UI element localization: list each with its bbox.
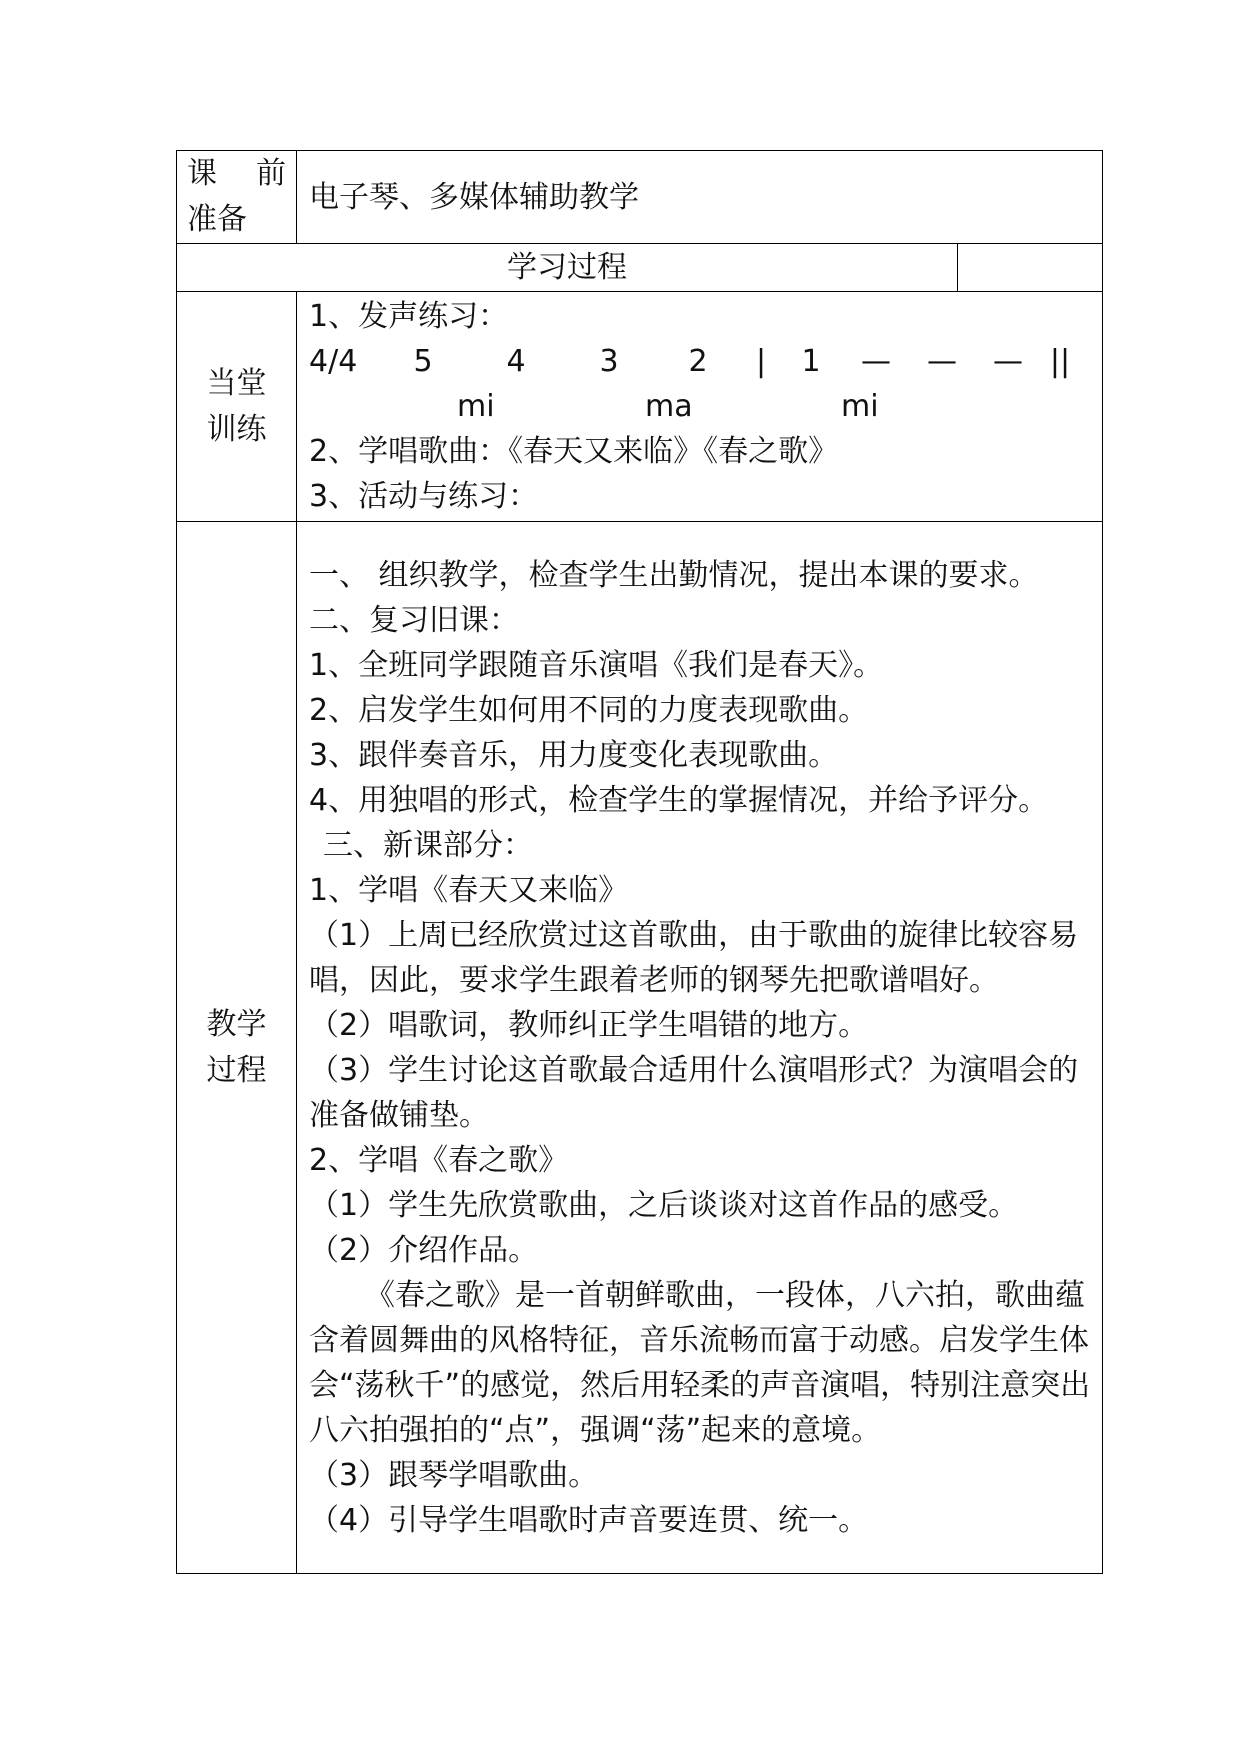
- prep-label-line2: 准备: [187, 202, 247, 237]
- teaching-line: （2）唱歌词，教师纠正学生唱错的地方。: [309, 1007, 869, 1043]
- teaching-content-cell: [297, 522, 1103, 1574]
- prep-content: 电子琴、多媒体辅助教学: [309, 179, 639, 215]
- teaching-line: （2）介绍作品。: [309, 1232, 539, 1268]
- teaching-label-line1: 教学: [206, 1006, 267, 1042]
- teaching-line: 一、 组织教学，检查学生出勤情况，提出本课的要求。: [309, 557, 1039, 593]
- prep-label-cell: [177, 151, 297, 244]
- process-header-cell: [177, 244, 958, 292]
- syllable: mi: [457, 389, 495, 424]
- syllable: mi: [841, 389, 879, 424]
- training-item-1: 1、发声练习：: [309, 299, 509, 334]
- training-label-line1: 当堂: [206, 365, 267, 401]
- teaching-line: 1、全班同学跟随音乐演唱《我们是春天》。: [309, 647, 884, 683]
- prep-content-cell: [297, 151, 1103, 244]
- note: 3: [599, 344, 619, 379]
- training-row: [177, 292, 1103, 522]
- teaching-line: （1）上周已经欣赏过这首歌曲，由于歌曲的旋律比较容易唱，因此，要求学生跟着老师的钢琴先把歌谱唱好。: [309, 917, 1079, 998]
- training-item-3: 3、活动与练习：: [309, 479, 539, 514]
- dash: —: [861, 344, 891, 379]
- process-header-empty-cell: [958, 244, 1103, 292]
- dash: —: [927, 344, 957, 379]
- dash: —: [993, 344, 1023, 379]
- teaching-paragraph: 《春之歌》是一首朝鲜歌曲，一段体，八六拍，歌曲蕴含着圆舞曲的风格特征，音乐流畅而富于动感。启发学生体会“荡秋千”的感觉，然后用轻柔的声音演唱，特别注意突出八六拍强拍的“点”，强调“荡”起来的意境。: [309, 1277, 1091, 1448]
- note: 1: [801, 344, 821, 379]
- prep-label-char2: 前: [256, 156, 286, 191]
- training-content-cell: [297, 292, 1103, 522]
- prep-row: [177, 151, 1103, 244]
- teaching-line: 2、学唱《春之歌》: [309, 1142, 569, 1178]
- training-item-2: 2、学唱歌曲：《春天又来临》《春之歌》: [309, 434, 839, 469]
- teaching-label-line2: 过程: [206, 1052, 267, 1088]
- teaching-row: [177, 522, 1103, 1574]
- training-label-line2: 训练: [206, 411, 267, 447]
- note: 4: [506, 344, 526, 379]
- teaching-line: 3、跟伴奏音乐，用力度变化表现歌曲。: [309, 737, 839, 773]
- note: 2: [688, 344, 708, 379]
- barline: |: [755, 344, 767, 379]
- final-barline: ||: [1049, 344, 1071, 379]
- lesson-plan-table: [176, 150, 1103, 1574]
- note: 5: [413, 344, 433, 379]
- teaching-line: 4、用独唱的形式，检查学生的掌握情况，并给予评分。: [309, 782, 1049, 818]
- teaching-line: （3）学生讨论这首歌最合适用什么演唱形式？为演唱会的准备做铺垫。: [309, 1052, 1079, 1133]
- teaching-line: （4）引导学生唱歌时声音要连贯、统一。: [309, 1502, 869, 1538]
- process-header-row: [177, 244, 1103, 292]
- training-label-cell: [177, 292, 297, 522]
- teaching-line: （1）学生先欣赏歌曲，之后谈谈对这首作品的感受。: [309, 1187, 1019, 1223]
- process-header: 学习过程: [507, 249, 627, 285]
- teaching-line: 二、复习旧课：: [309, 602, 519, 638]
- vocal-syllables: [309, 384, 1092, 429]
- teaching-label-cell: [177, 522, 297, 1574]
- teaching-line: 2、启发学生如何用不同的力度表现歌曲。: [309, 692, 869, 728]
- time-signature: 4/4: [309, 344, 358, 379]
- teaching-line: 三、新课部分：: [323, 827, 533, 863]
- prep-label-char1: 课: [187, 156, 217, 191]
- syllable: ma: [645, 389, 693, 424]
- vocal-exercise-notation: [309, 339, 1092, 384]
- teaching-line: （3）跟琴学唱歌曲。: [309, 1457, 599, 1493]
- teaching-line: 1、学唱《春天又来临》: [309, 872, 629, 908]
